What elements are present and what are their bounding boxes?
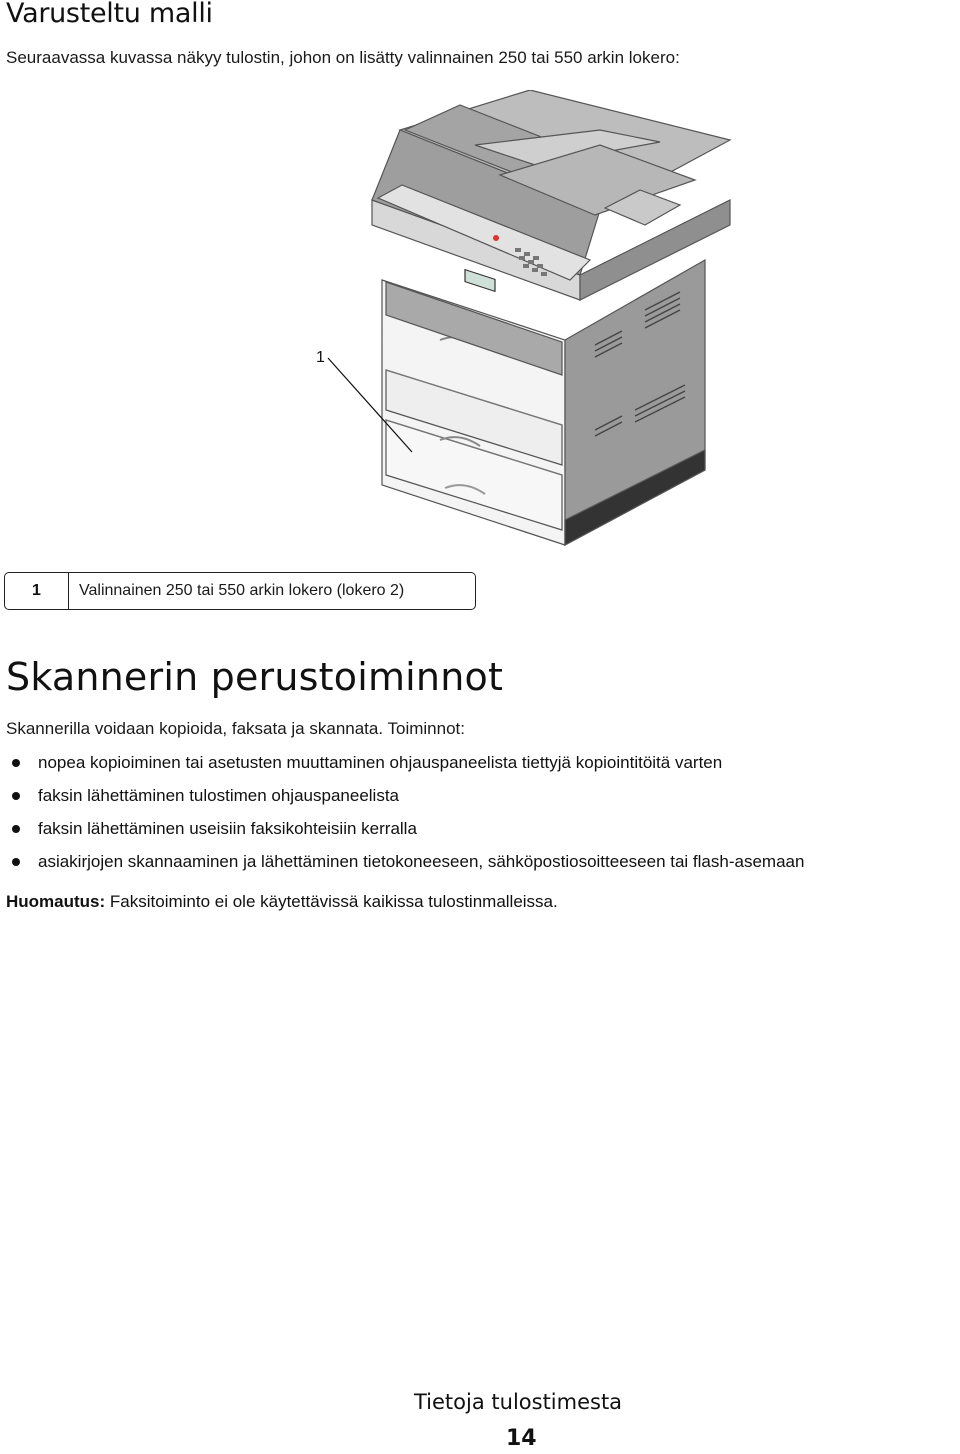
intro-paragraph: Seuraavassa kuvassa näkyy tulostin, johon on lisätty valinnainen 250 tai 550 arkin lokero: <box>6 48 680 67</box>
bullet-icon <box>12 825 20 833</box>
section-title-scanner-basics: Skannerin perustoiminnot <box>6 655 504 699</box>
callout-table <box>4 572 476 610</box>
list-item <box>12 816 804 849</box>
callout-table-number: 1 <box>5 573 69 609</box>
bullet-icon <box>12 759 20 767</box>
list-item-text: asiakirjojen skannaaminen ja lähettäminen tietokoneeseen, sähköpostiosoitteeseen tai flash-asemaan <box>38 852 805 871</box>
list-item <box>12 750 804 783</box>
printer-illustration <box>300 90 770 550</box>
callout-table-description: Valinnainen 250 tai 550 arkin lokero (lokero 2) <box>79 582 405 599</box>
list-item <box>12 849 804 882</box>
feature-list <box>12 750 804 882</box>
bullet-icon <box>12 858 20 866</box>
printer-base <box>382 260 705 545</box>
note <box>6 892 558 912</box>
bullet-icon <box>12 792 20 800</box>
page-number: 14 <box>506 1426 537 1451</box>
list-item-text: faksin lähettäminen tulostimen ohjauspaneelista <box>38 786 400 805</box>
scanner-intro-paragraph: Skannerilla voidaan kopioida, faksata ja skannata. Toiminnot: <box>6 719 465 738</box>
note-label: Huomautus: <box>6 892 106 911</box>
note-text: Faksitoiminto ei ole käytettävissä kaikissa tulostinmalleissa. <box>105 892 558 911</box>
list-item-text: faksin lähettäminen useisiin faksikohteisiin kerralla <box>38 819 417 838</box>
list-item <box>12 783 804 816</box>
list-item-text: nopea kopioiminen tai asetusten muuttaminen ohjauspaneelista tiettyjä kopiointitöitä varten <box>38 753 723 772</box>
footer-section-title: Tietoja tulostimesta <box>414 1390 623 1414</box>
figure-callout-number: 1 <box>316 349 325 366</box>
section-title-equipped-model: Varusteltu malli <box>6 0 213 29</box>
scanner-unit <box>372 90 730 300</box>
